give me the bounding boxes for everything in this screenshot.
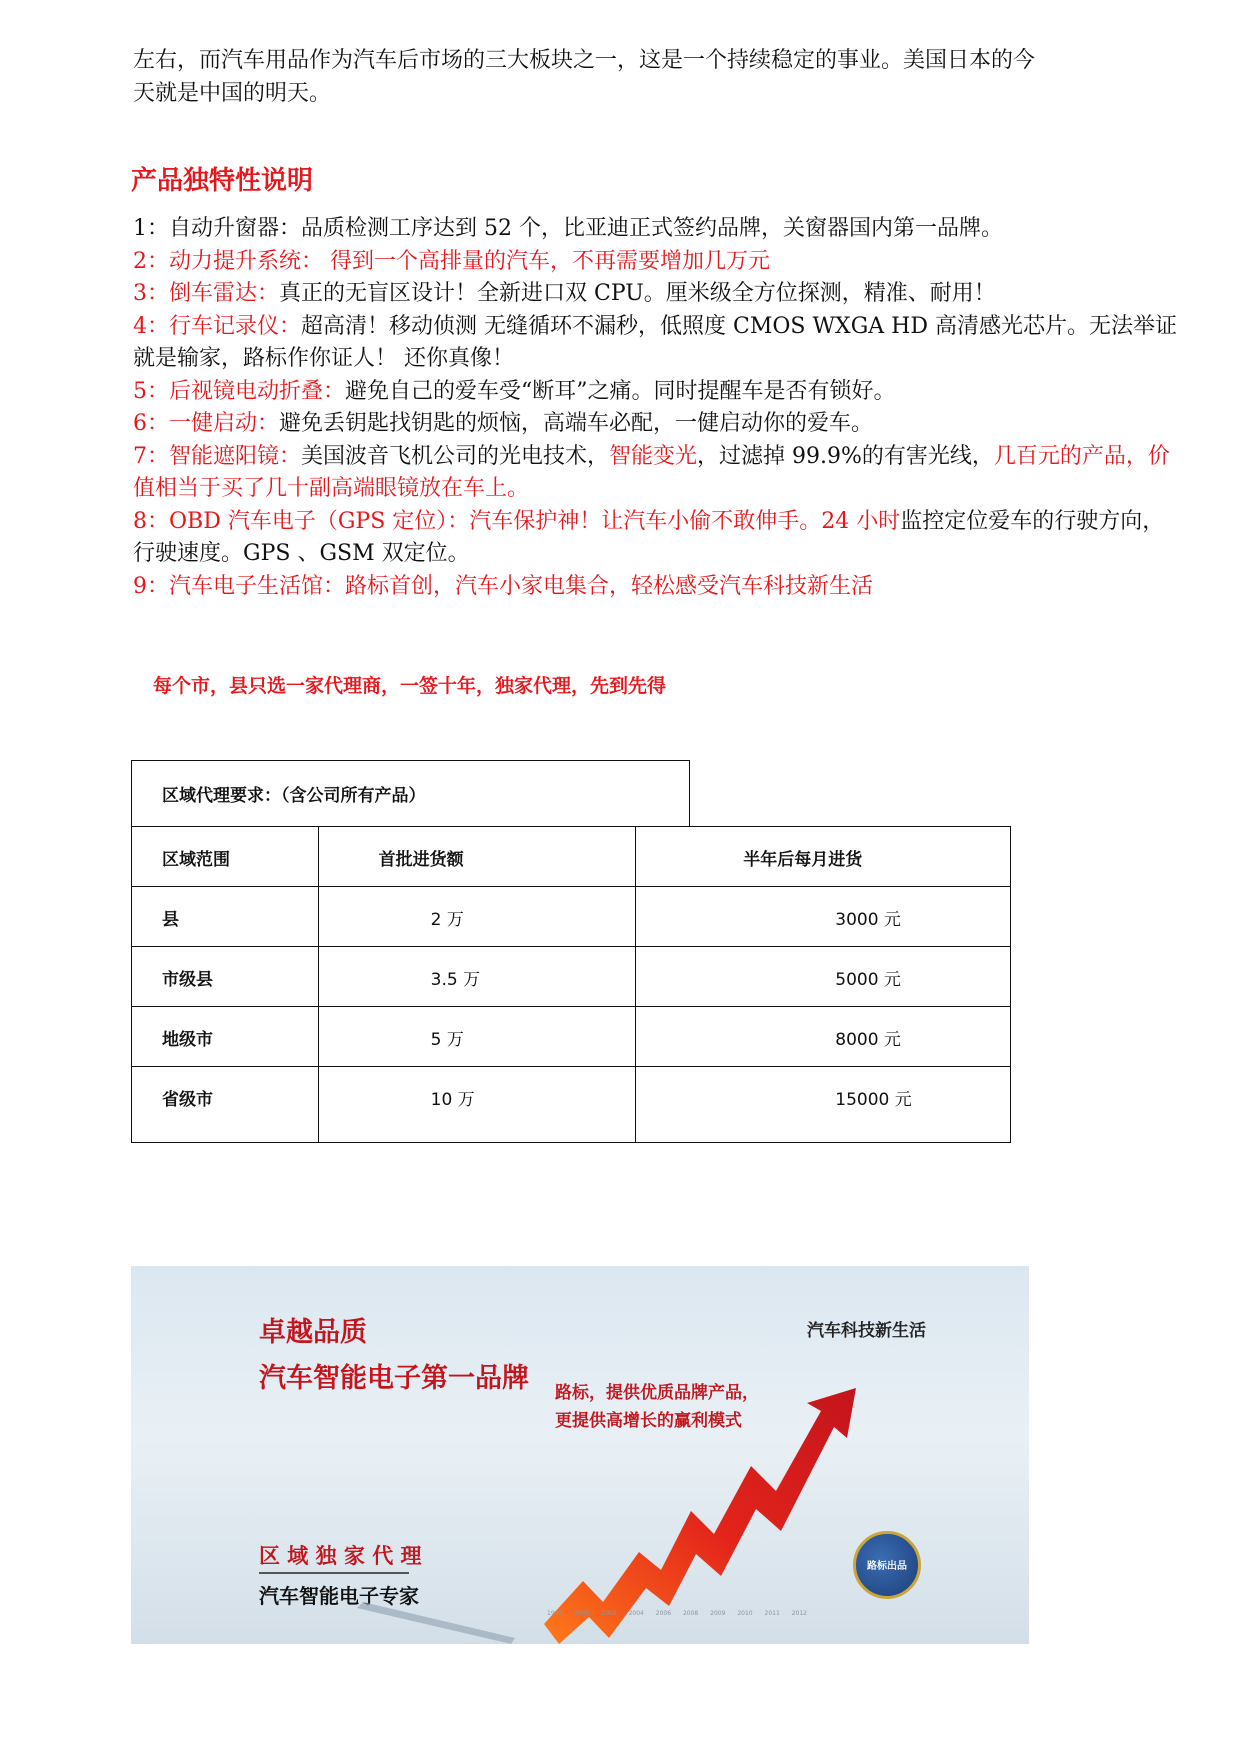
- cell-monthly: 8000 元: [835, 1030, 901, 1050]
- banner-pitch-1: 路标，提供优质品牌产品，: [555, 1383, 759, 1403]
- feature-8-highlight: 8：OBD 汽车电子（GPS 定位）：汽车保护神！让汽车小偷不敢伸手。24 小时: [133, 508, 901, 534]
- arrow-shape: [544, 1388, 856, 1644]
- feature-3: [133, 278, 1183, 311]
- table-caption: 区域代理要求：（含公司所有产品）: [162, 786, 426, 806]
- banner-title-1: 卓越品质: [259, 1317, 367, 1348]
- feature-6: [133, 408, 1183, 441]
- section-title: 产品独特性说明: [131, 166, 314, 196]
- year-axis: [547, 1610, 807, 1617]
- year-label: 2004: [628, 1610, 644, 1617]
- year-label: 2009: [710, 1610, 726, 1617]
- feature-5-label: 5：后视镜电动折叠：: [133, 378, 345, 404]
- feature-6-text: 避免丢钥匙找钥匙的烦恼，高端车必配，一健启动你的爱车。: [279, 411, 874, 436]
- feature-5-text: 避免自己的爱车受“断耳”之痛。同时提醒车是否有锁好。: [345, 378, 896, 404]
- feature-7-label: 7：智能遮阳镜：: [133, 443, 301, 469]
- intro-paragraph: [133, 44, 1183, 110]
- cell-monthly: 5000 元: [835, 970, 901, 990]
- feature-2: 2：动力提升系统： 得到一个高排量的汽车，不再需要增加几万元: [133, 248, 770, 274]
- promo-banner: [131, 1266, 1029, 1644]
- agency-table: [131, 826, 1011, 1143]
- table-row: [132, 1067, 1011, 1143]
- feature-8: [133, 506, 1183, 571]
- year-label: 2008: [682, 1610, 699, 1617]
- table-row: [132, 947, 1011, 1007]
- pen-graphic: [357, 1602, 515, 1644]
- year-label: 2012: [791, 1610, 807, 1617]
- feature-9: 9：汽车电子生活馆：路标首创，汽车小家电集合，轻松感受汽车科技新生活: [133, 573, 873, 599]
- feature-4-text: 超高清！移动侦测 无缝循环不漏秒，低照度 CMOS WXGA HD 高清感光芯片。无法举证就是输家，路标作你证人！ 还你真像！: [133, 313, 1177, 371]
- cell-monthly: 15000 元: [835, 1090, 912, 1110]
- intro-line-2: 天就是中国的明天。: [133, 81, 332, 106]
- feature-4-label: 4：行车记录仪：: [133, 313, 301, 339]
- feature-6-label: 6：一健启动：: [133, 411, 279, 436]
- year-label: 2011: [764, 1610, 780, 1617]
- table-row: [132, 887, 1011, 947]
- feature-3-label: 3：倒车雷达：: [133, 281, 279, 306]
- feature-7-highlight-a: 智能变光: [609, 443, 698, 469]
- table-caption-box: [131, 760, 690, 826]
- feature-5: [133, 376, 1183, 409]
- table-header-row: [132, 827, 1011, 887]
- cell-region: 县: [162, 910, 179, 930]
- cell-region: 省级市: [162, 1090, 213, 1110]
- feature-3-text: 真正的无盲区设计！全新进口双 CPU。厘米级全方位探测，精准、耐用！: [279, 281, 996, 306]
- intro-line-1: 左右，而汽车用品作为汽车后市场的三大板块之一，这是一个持续稳定的事业。美国日本的今: [133, 48, 1036, 73]
- year-label: 2000: [574, 1610, 590, 1617]
- cell-region: 地级市: [162, 1030, 213, 1050]
- feature-4: [133, 311, 1183, 376]
- feature-7-highlight-b: 几百元的产品，价值相当于买了几十副高端眼镜放在车上。: [133, 443, 1170, 501]
- brand-seal-icon: [853, 1531, 921, 1599]
- feature-7-text-a: 美国波音飞机公司的光电技术，: [301, 443, 610, 469]
- cell-first-order: 10 万: [430, 1090, 475, 1110]
- table-row: [132, 1007, 1011, 1067]
- banner-pitch-2: 更提供高增长的赢利模式: [555, 1411, 742, 1431]
- feature-1: 1：自动升窗器：品质检测工序达到 52 个，比亚迪正式签约品牌，关窗器国内第一品牌。: [133, 216, 1003, 241]
- feature-list: [133, 213, 1183, 603]
- feature-8-text: 监控定位爱车的行驶方向，行驶速度。GPS 、GSM 双定位。: [133, 508, 1165, 566]
- column-header-monthly: 半年后每月进货: [743, 850, 863, 870]
- cell-region: 市级县: [162, 970, 213, 990]
- column-header-region: 区域范围: [162, 850, 230, 870]
- banner-tagline: 汽车科技新生活: [807, 1321, 926, 1341]
- cell-first-order: 2 万: [430, 910, 464, 930]
- year-label: 1998: [547, 1610, 563, 1617]
- cell-first-order: 5 万: [430, 1030, 464, 1050]
- banner-expert-label: 汽车智能电子专家: [259, 1584, 419, 1608]
- column-header-first-order: 首批进货额: [378, 850, 464, 870]
- feature-7: [133, 441, 1183, 506]
- banner-title-2: 汽车智能电子第一品牌: [259, 1363, 529, 1394]
- seal-text: 路标出品: [867, 1561, 907, 1572]
- year-label: 2006: [655, 1610, 672, 1617]
- cell-monthly: 3000 元: [835, 910, 901, 930]
- cell-first-order: 3.5 万: [430, 970, 481, 990]
- agency-slogan: 每个市，县只选一家代理商，一签十年，独家代理，先到先得: [153, 675, 667, 697]
- banner-agency-label: 区 域 独 家 代 理: [259, 1544, 422, 1568]
- year-label: 2002: [601, 1610, 617, 1617]
- feature-7-text-b: ，过滤掉 99.9%的有害光线，: [697, 443, 994, 469]
- year-label: 2010: [737, 1610, 753, 1617]
